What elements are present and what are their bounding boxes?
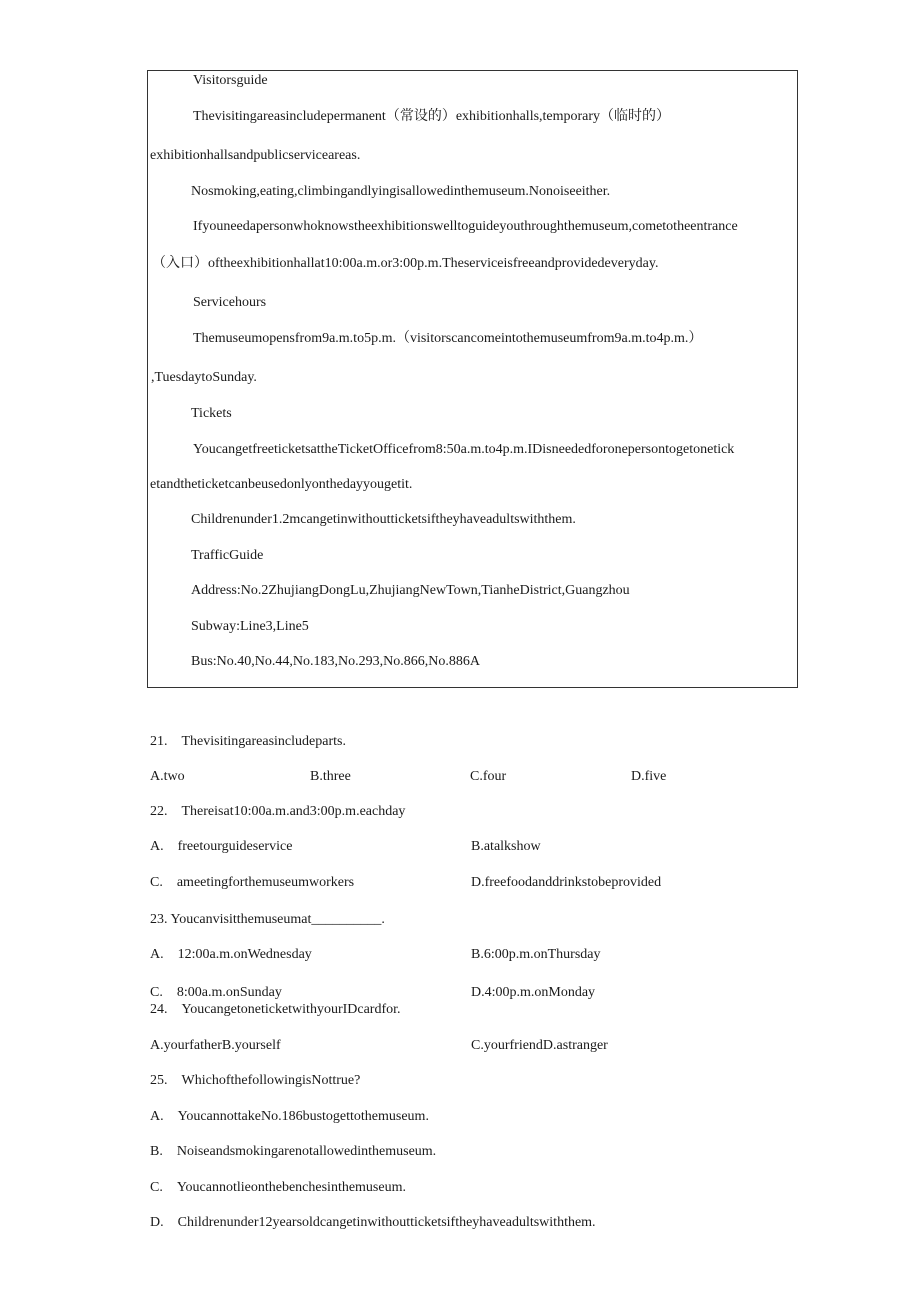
tickets-line-1: YoucangetfreeticketsattheTicketOfficefrom8:50a.m.to4p.m.IDisneededforonepersontogetonetick (193, 442, 735, 457)
rules-text: Nosmoking,eating,climbingandlyingisallowedinthemuseum.Nonoiseeither. (191, 184, 611, 199)
question-23-option-d: D.4:00p.m.onMonday (471, 985, 596, 1000)
question-24-options-ab: A.yourfatherB.yourself (150, 1038, 281, 1053)
question-24-stem: 24. YoucangetoneticketwithyourIDcardfor. (150, 1002, 401, 1017)
question-25-stem: 25. WhichofthefollowingisNottrue? (150, 1073, 361, 1088)
bus: Bus:No.40,No.44,No.183,No.293,No.866,No.886A (191, 654, 480, 669)
question-23-option-b: B.6:00p.m.onThursday (471, 947, 601, 962)
hours-line-1: Themuseumopensfrom9a.m.to5p.m.（visitorscancomeintothemuseumfrom9a.m.to4p.m.） (193, 331, 703, 346)
guide-service-line-1: Ifyouneedapersonwhoknowstheexhibitionswelltoguideyouthroughthemuseum,cometotheentrance (193, 219, 738, 234)
hours-line-2: ,TuesdaytoSunday. (151, 370, 257, 385)
question-22-option-d: D.freefoodanddrinkstobeprovided (471, 875, 662, 890)
question-22-option-b: B.atalkshow (471, 839, 541, 854)
question-23-option-a: A. 12:00a.m.onWednesday (150, 947, 312, 962)
guide-title: Visitorsguide (193, 73, 268, 88)
question-25-option-a: A. YoucannottakeNo.186bustogettothemuseum. (150, 1109, 429, 1124)
intro-line-2: exhibitionhallsandpublicserviceareas. (150, 148, 361, 163)
question-23-option-c: C. 8:00a.m.onSunday (150, 985, 282, 1000)
question-21-option-a: A.two (150, 769, 185, 784)
subway: Subway:Line3,Line5 (191, 619, 309, 634)
question-25-option-d: D. Childrenunder12yearsoldcangetinwithoutticketsiftheyhaveadultswiththem. (150, 1215, 596, 1230)
question-21-option-d: D.five (631, 769, 667, 784)
children-rule: Childrenunder1.2mcangetinwithoutticketsiftheyhaveadultswiththem. (191, 512, 576, 527)
tickets-line-2: etandtheticketcanbeusedonlyonthedayyougetit. (150, 477, 413, 492)
question-23-stem: 23. Youcanvisitthemuseumat__________. (150, 912, 385, 927)
question-25-option-b: B. Noiseandsmokingarenotallowedinthemuseum. (150, 1144, 437, 1159)
question-25-option-c: C. Youcannotlieonthebenchesinthemuseum. (150, 1180, 406, 1195)
address: Address:No.2ZhujiangDongLu,ZhujiangNewTown,TianheDistrict,Guangzhou (191, 583, 630, 598)
traffic-heading: TrafficGuide (191, 548, 264, 563)
question-24-options-cd: C.yourfriendD.astranger (471, 1038, 608, 1053)
question-22-option-a: A. freetourguideservice (150, 839, 293, 854)
tickets-heading: Tickets (191, 406, 232, 421)
question-21-option-c: C.four (470, 769, 507, 784)
question-21-option-b: B.three (310, 769, 351, 784)
guide-service-line-2: （入口）oftheexhibitionhallat10:00a.m.or3:00p.m.Theserviceisfreeandprovidedeveryday. (152, 256, 659, 271)
question-22-option-c: C. ameetingforthemuseumworkers (150, 875, 355, 890)
question-21-stem: 21. Thevisitingareasincludeparts. (150, 734, 346, 749)
hours-heading: Servicehours (193, 295, 267, 310)
intro-line-1: Thevisitingareasincludepermanent（常设的）exhibitionhalls,temporary（临时的） (193, 109, 671, 124)
question-22-stem: 22. Thereisat10:00a.m.and3:00p.m.eachday (150, 804, 406, 819)
